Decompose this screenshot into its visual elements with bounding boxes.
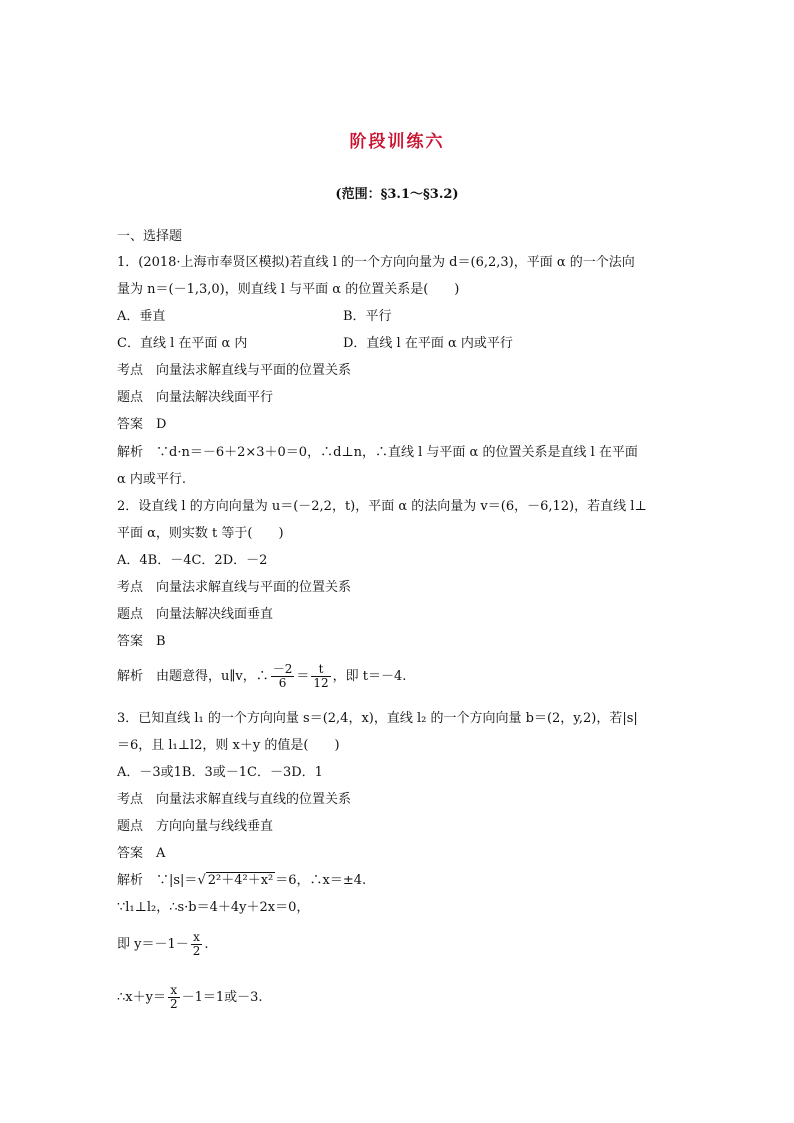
q1-option-c: C．直线 l 在平面 α 内	[117, 336, 248, 351]
fraction-numerator: x	[168, 984, 180, 998]
fraction-denominator: 12	[313, 676, 329, 690]
q1-answer: 答案 D	[117, 417, 167, 432]
q1-kaodian: 考点 向量法求解直线与平面的位置关系	[117, 363, 352, 378]
q3-step2: ∵l₁⊥l₂，∴s·b＝4＋4y＋2x＝0，	[117, 900, 310, 915]
q1-analysis-line2: α 内或平行.	[117, 472, 187, 487]
q1-option-a: A．垂直	[117, 309, 166, 324]
q1-stem-line1: 1．(2018·上海市奉贤区模拟)若直线 l 的一个方向向量为 d＝(6,2,3)，平面 α 的一个法向	[117, 255, 635, 270]
fraction	[271, 663, 295, 690]
q2-tidian: 题点 向量法解决线面垂直	[117, 607, 274, 622]
fraction-denominator: 6	[278, 676, 287, 690]
q3-stem-line2: ＝6，且 l₁⊥l2，则 x＋y 的值是( )	[117, 738, 340, 753]
fraction-numerator: t	[311, 663, 330, 677]
fraction	[311, 663, 330, 690]
q1-stem-line2: 量为 n＝(－1,3,0)，则直线 l 与平面 α 的位置关系是( )	[117, 282, 460, 297]
fraction-numerator: －2	[272, 662, 293, 676]
fraction-numerator: x	[191, 931, 203, 945]
fraction	[191, 931, 203, 958]
q2-answer: 答案 B	[117, 634, 166, 649]
q3-analysis-prefix: 解析 ∵|s|＝	[117, 873, 198, 888]
q3-answer: 答案 A	[117, 846, 166, 861]
q3-tidian: 题点 方向向量与线线垂直	[117, 819, 274, 834]
page-title: 阶段训练六	[349, 132, 445, 152]
fraction	[168, 984, 180, 1011]
q1-option-b: B．平行	[343, 309, 392, 324]
q3-step4-suffix: －1＝1或－3.	[181, 990, 263, 1005]
q2-analysis	[117, 662, 406, 692]
q2-stem-line1: 2．设直线 l 的方向向量为 u＝(－2,2，t)，平面 α 的法向量为 v＝(6，－6,12)，若直线 l⊥	[117, 499, 647, 514]
q2-analysis-suffix: ，即 t＝－4.	[332, 669, 407, 684]
q3-step3-prefix: 即 y＝－1－	[117, 937, 189, 952]
sqrt-radicand: 2²＋4²＋x²	[207, 873, 274, 888]
equals-sign: ＝	[296, 669, 310, 684]
fraction-denominator: 2	[169, 997, 178, 1011]
q3-analysis	[117, 872, 366, 890]
section-heading: 一、选择题	[117, 229, 183, 244]
q2-stem-line2: 平面 α，则实数 t 等于( )	[117, 526, 284, 541]
q2-options: A．4B．－4C．2D．－2	[117, 553, 268, 568]
fraction-denominator: 2	[192, 944, 201, 958]
range-subtitle: (范围：§3.1～§3.2)	[335, 187, 459, 202]
q3-step3	[117, 930, 209, 960]
q2-analysis-prefix: 解析 由题意得，u∥v，∴	[117, 669, 269, 684]
q3-step4	[117, 983, 263, 1013]
q3-kaodian: 考点 向量法求解直线与直线的位置关系	[117, 792, 352, 807]
sqrt-sign: √	[197, 873, 206, 888]
q1-analysis-line1: 解析 ∵d·n＝－6＋2×3＋0＝0，∴d⊥n，∴直线 l 与平面 α 的位置关系是直线 l 在平面	[117, 445, 638, 460]
q3-analysis-suffix: ＝6，∴x＝±4.	[275, 873, 367, 888]
q3-step4-prefix: ∴x＋y＝	[117, 990, 166, 1005]
q3-options: A．－3或1B．3或－1C．－3D．1	[117, 765, 323, 780]
q1-option-d: D．直线 l 在平面 α 内或平行	[343, 336, 513, 351]
q1-tidian: 题点 向量法解决线面平行	[117, 390, 274, 405]
q3-step3-suffix: .	[204, 937, 209, 952]
q3-stem-line1: 3．已知直线 l₁ 的一个方向向量 s＝(2,4，x)，直线 l₂ 的一个方向向量 b＝(2，y,2)，若|s|	[117, 711, 638, 726]
q2-kaodian: 考点 向量法求解直线与平面的位置关系	[117, 580, 352, 595]
